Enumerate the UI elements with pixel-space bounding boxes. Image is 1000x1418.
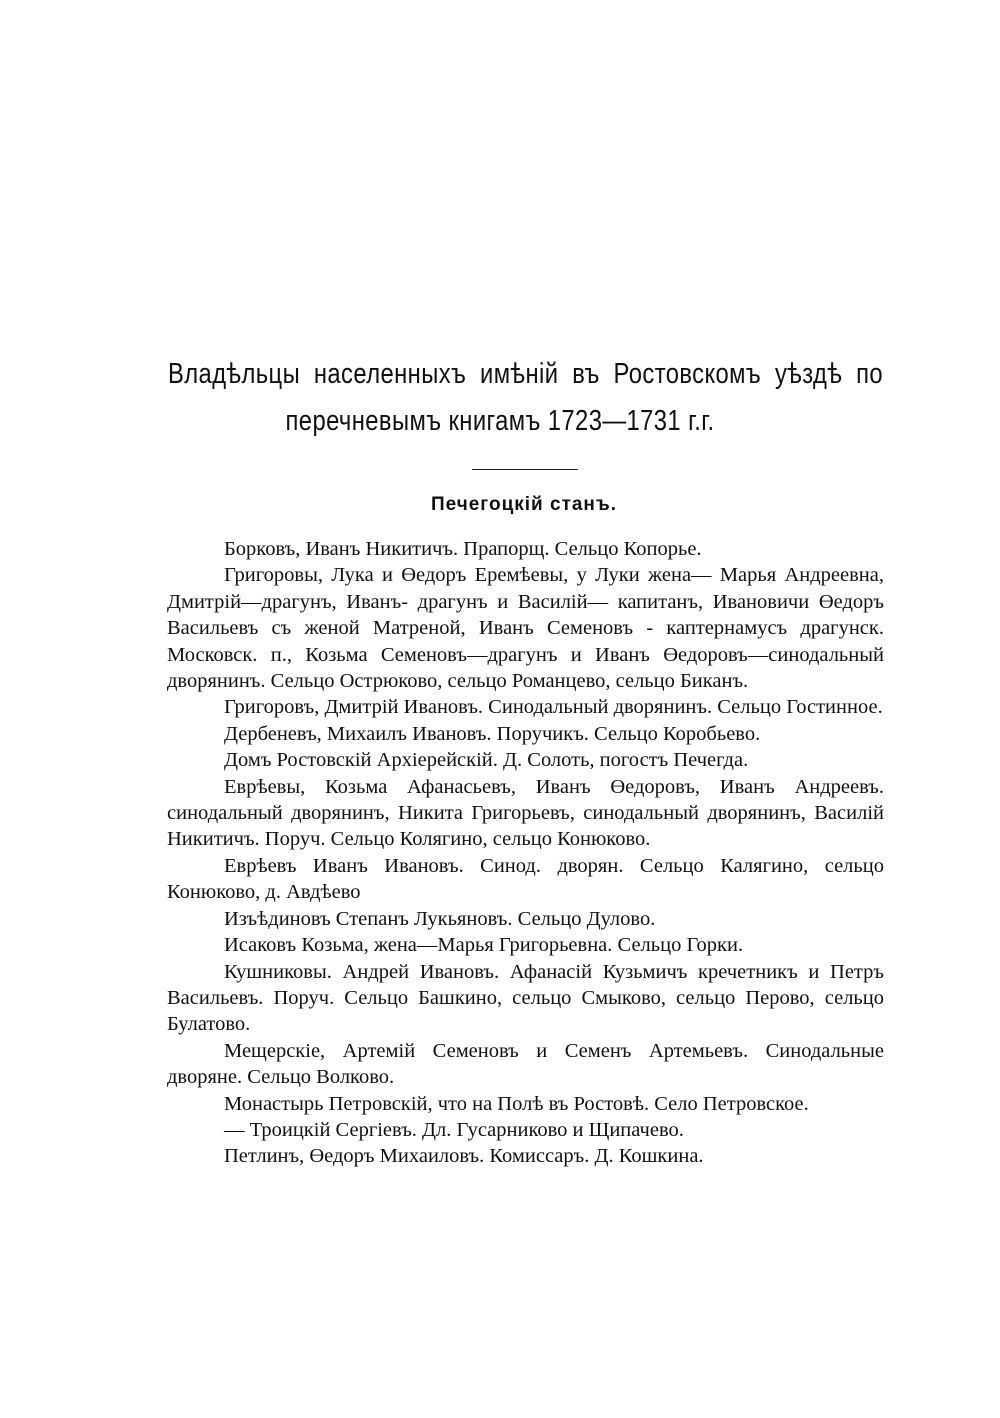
entry-petlin: Петлинъ, Өедоръ Михаиловъ. Комиссаръ. Д. Кошкина. [224, 1145, 704, 1168]
entry-isakov: Исаковъ Козьма, жена—Марья Григорьевна. Сельцо Горки. [224, 934, 744, 957]
entry-evreevy: Еврѣевы, Козьма Афанасьевъ, Иванъ Өедоровъ, Иванъ Андреевъ. синодальный дворянинъ, Никита Григорьевъ, синодальный дворянинъ, Василій Никитичъ. Поруч. Сельцо Колягино, сельцо Конюково. [167, 775, 884, 851]
entry-troitsky-sergiev: — Троицкій Сергіевъ. Дл. Гусарниково и Щипачево. [224, 1118, 684, 1141]
entry-grigorovy: Григоровы, Лука и Өедоръ Еремѣевы, у Луки жена— Марья Андреевна, Дмитрій—драгунъ, Иванъ- драгунъ и Василій— капитанъ, Ивановичи Өедоръ Васильевъ съ женой Матреной, Иванъ Семеновъ - каптернамусъ драгунск. Московск. п., Козьма Семеновъ—драгунъ и Иванъ Өедоровъ—синодальный дворянинъ. Сельцо Острюково, сельцо Романцево, сельцо Биканъ. [167, 564, 884, 693]
entry-dom-rostovsky: Домъ Ростовскій Архіерейскій. Д. Солоть, погостъ Печегда. [224, 749, 749, 772]
entry-monastyr-petrovsky: Монастырь Петровскій, что на Полѣ въ Ростовѣ. Село Петровское. [224, 1092, 809, 1115]
section-heading: Печегоцкій станъ. [430, 494, 618, 515]
entry-borkov: Борковъ, Иванъ Никитичъ. Прапорщ. Сельцо Копорье. [224, 538, 702, 560]
entry-meshcherskie: Мещерскіе, Артемій Семеновъ и Семенъ Артемьевъ. Синодальные дворяне. Сельцо Волково. [167, 1039, 884, 1089]
entry-derbenev: Дербеневъ, Михаилъ Ивановъ. Поручикъ. Сельцо Коробьево. [224, 722, 761, 745]
entry-evreev: Еврѣевъ Иванъ Ивановъ. Синод. дворян. Сельцо Калягино, сельцо Конюково, д. Авдѣево [167, 854, 884, 904]
entry-kushnikovy: Кушниковы. Андрей Ивановъ. Афанасій Кузьмичъ кречетникъ и Петръ Васильевъ. Поруч. Сельцо Башкино, сельцо Смыково, сельцо Перово, сельцо Булатово. [167, 960, 884, 1036]
title-line-2: перечневымъ книгамъ 1723—1731 г.г. [285, 405, 715, 437]
title-line-1: Владѣльцы населенныхъ имѣній въ Ростовскомъ уѣздѣ по [168, 358, 884, 390]
title-divider [472, 469, 578, 470]
entry-list [167, 536, 884, 1170]
entry-grigorov: Григоровъ, Дмитрій Ивановъ. Синодальный дворянинъ. Сельцо Гостинное. [224, 696, 883, 719]
entry-izedinov: Изъѣдиновъ Степанъ Лукьяновъ. Сельцо Дулово. [224, 907, 656, 930]
